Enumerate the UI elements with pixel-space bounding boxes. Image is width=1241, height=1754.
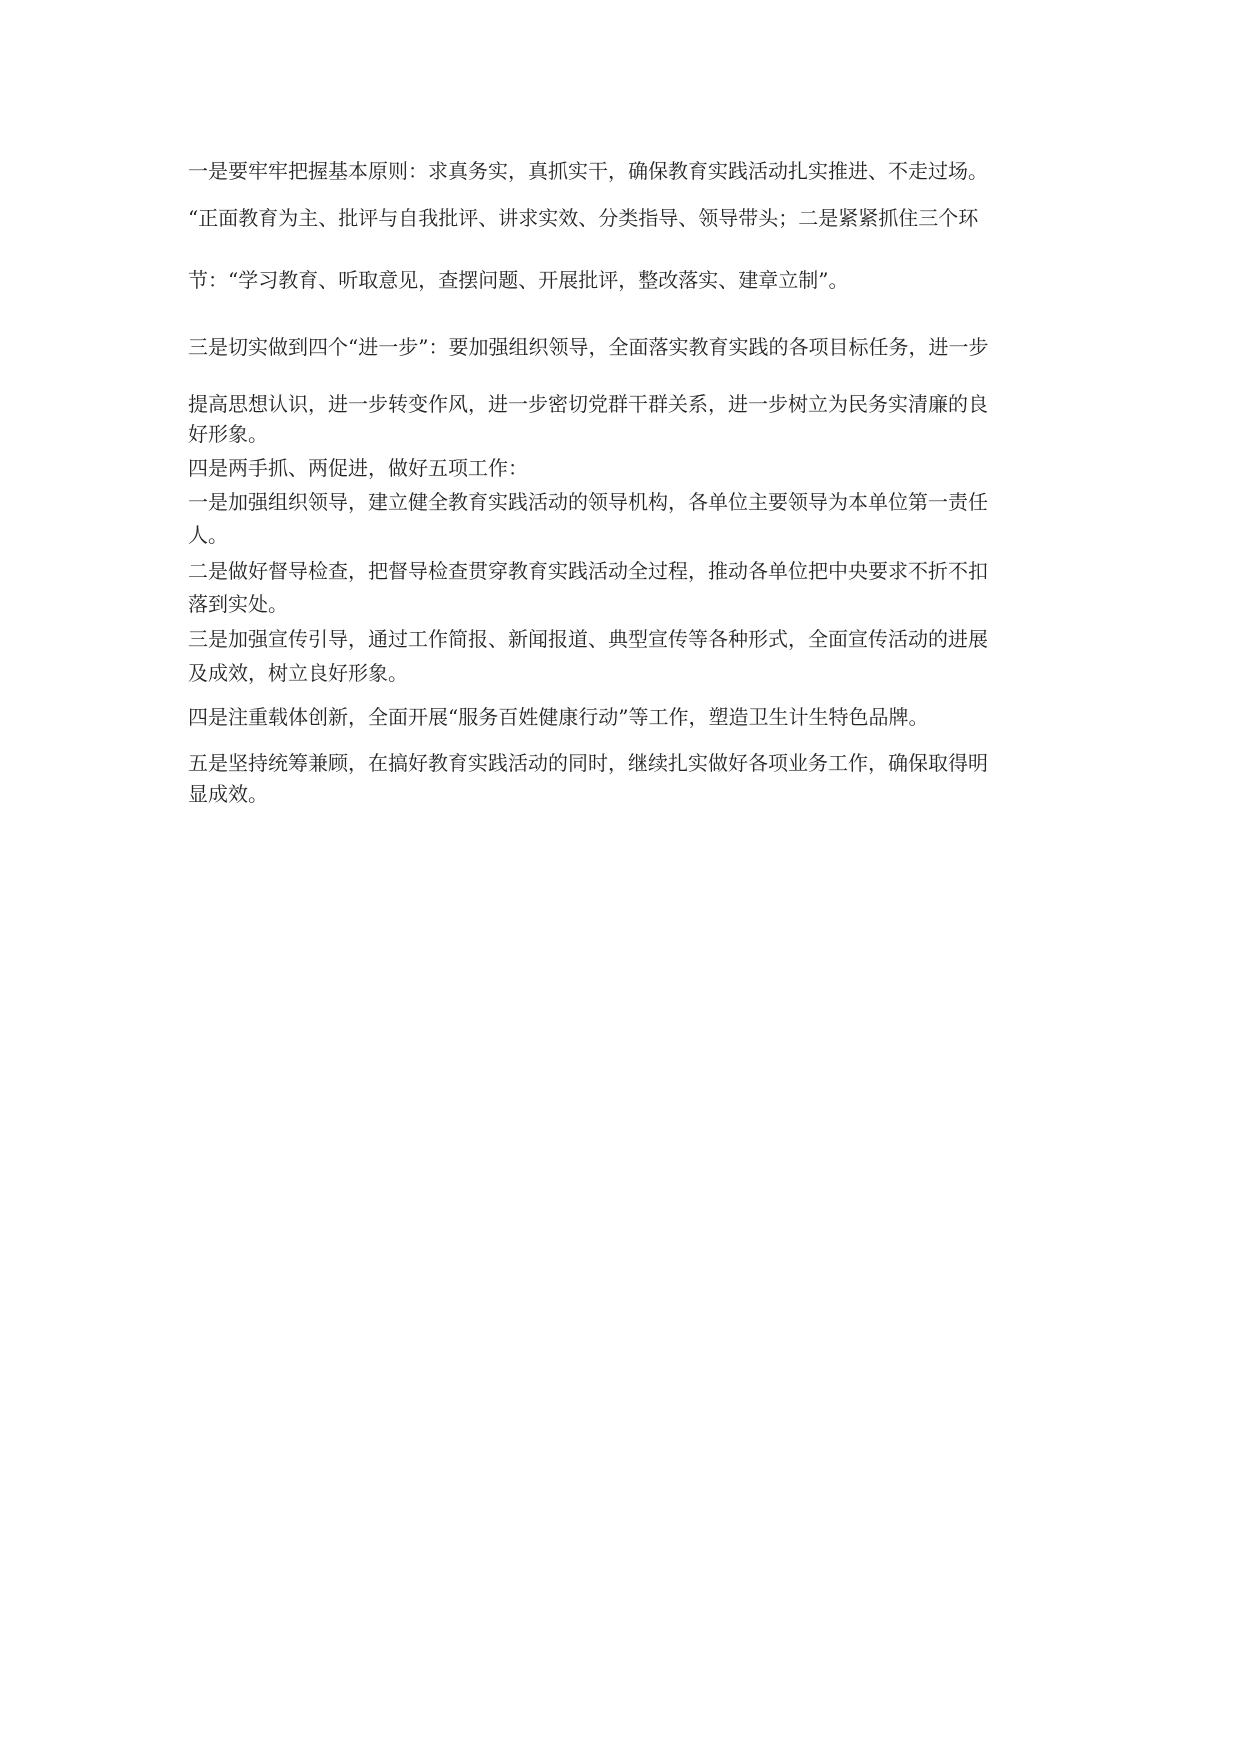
text-line: 及成效，树立良好形象。 [188, 661, 408, 685]
text-line: 一是要牢牢把握基本原则：求真务实，真抓实干，确保教育实践活动扎实推进、不走过场。 [188, 159, 988, 183]
text-line: 显成效。 [188, 782, 268, 806]
text-line: 四是两手抓、两促进，做好五项工作： [188, 456, 528, 480]
text-line: 一是加强组织领导，建立健全教育实践活动的领导机构，各单位主要领导为本单位第一责任 [188, 490, 988, 514]
text-line: “正面教育为主、批评与自我批评、讲求实效、分类指导、领导带头；二是紧紧抓住三个环 [188, 206, 979, 230]
text-line: 好形象。 [188, 422, 268, 446]
text-line: 提高思想认识，进一步转变作风，进一步密切党群干群关系，进一步树立为民务实清廉的良 [188, 392, 988, 416]
text-line: 人。 [188, 523, 228, 547]
text-line: 三是切实做到四个“进一步”：要加强组织领导，全面落实教育实践的各项目标任务，进一步 [188, 335, 989, 359]
text-line: 四是注重载体创新，全面开展“服务百姓健康行动”等工作，塑造卫生计生特色品牌。 [188, 705, 929, 729]
text-line: 落到实处。 [188, 592, 288, 616]
text-line: 三是加强宣传引导，通过工作简报、新闻报道、典型宣传等各种形式，全面宣传活动的进展 [188, 627, 988, 651]
text-line: 二是做好督导检查，把督导检查贯穿教育实践活动全过程，推动各单位把中央要求不折不扣 [188, 559, 988, 583]
text-line: 节：“学习教育、听取意见，查摆问题、开展批评，整改落实、建章立制”。 [188, 268, 849, 292]
text-line: 五是坚持统筹兼顾，在搞好教育实践活动的同时，继续扎实做好各项业务工作，确保取得明 [188, 751, 988, 775]
